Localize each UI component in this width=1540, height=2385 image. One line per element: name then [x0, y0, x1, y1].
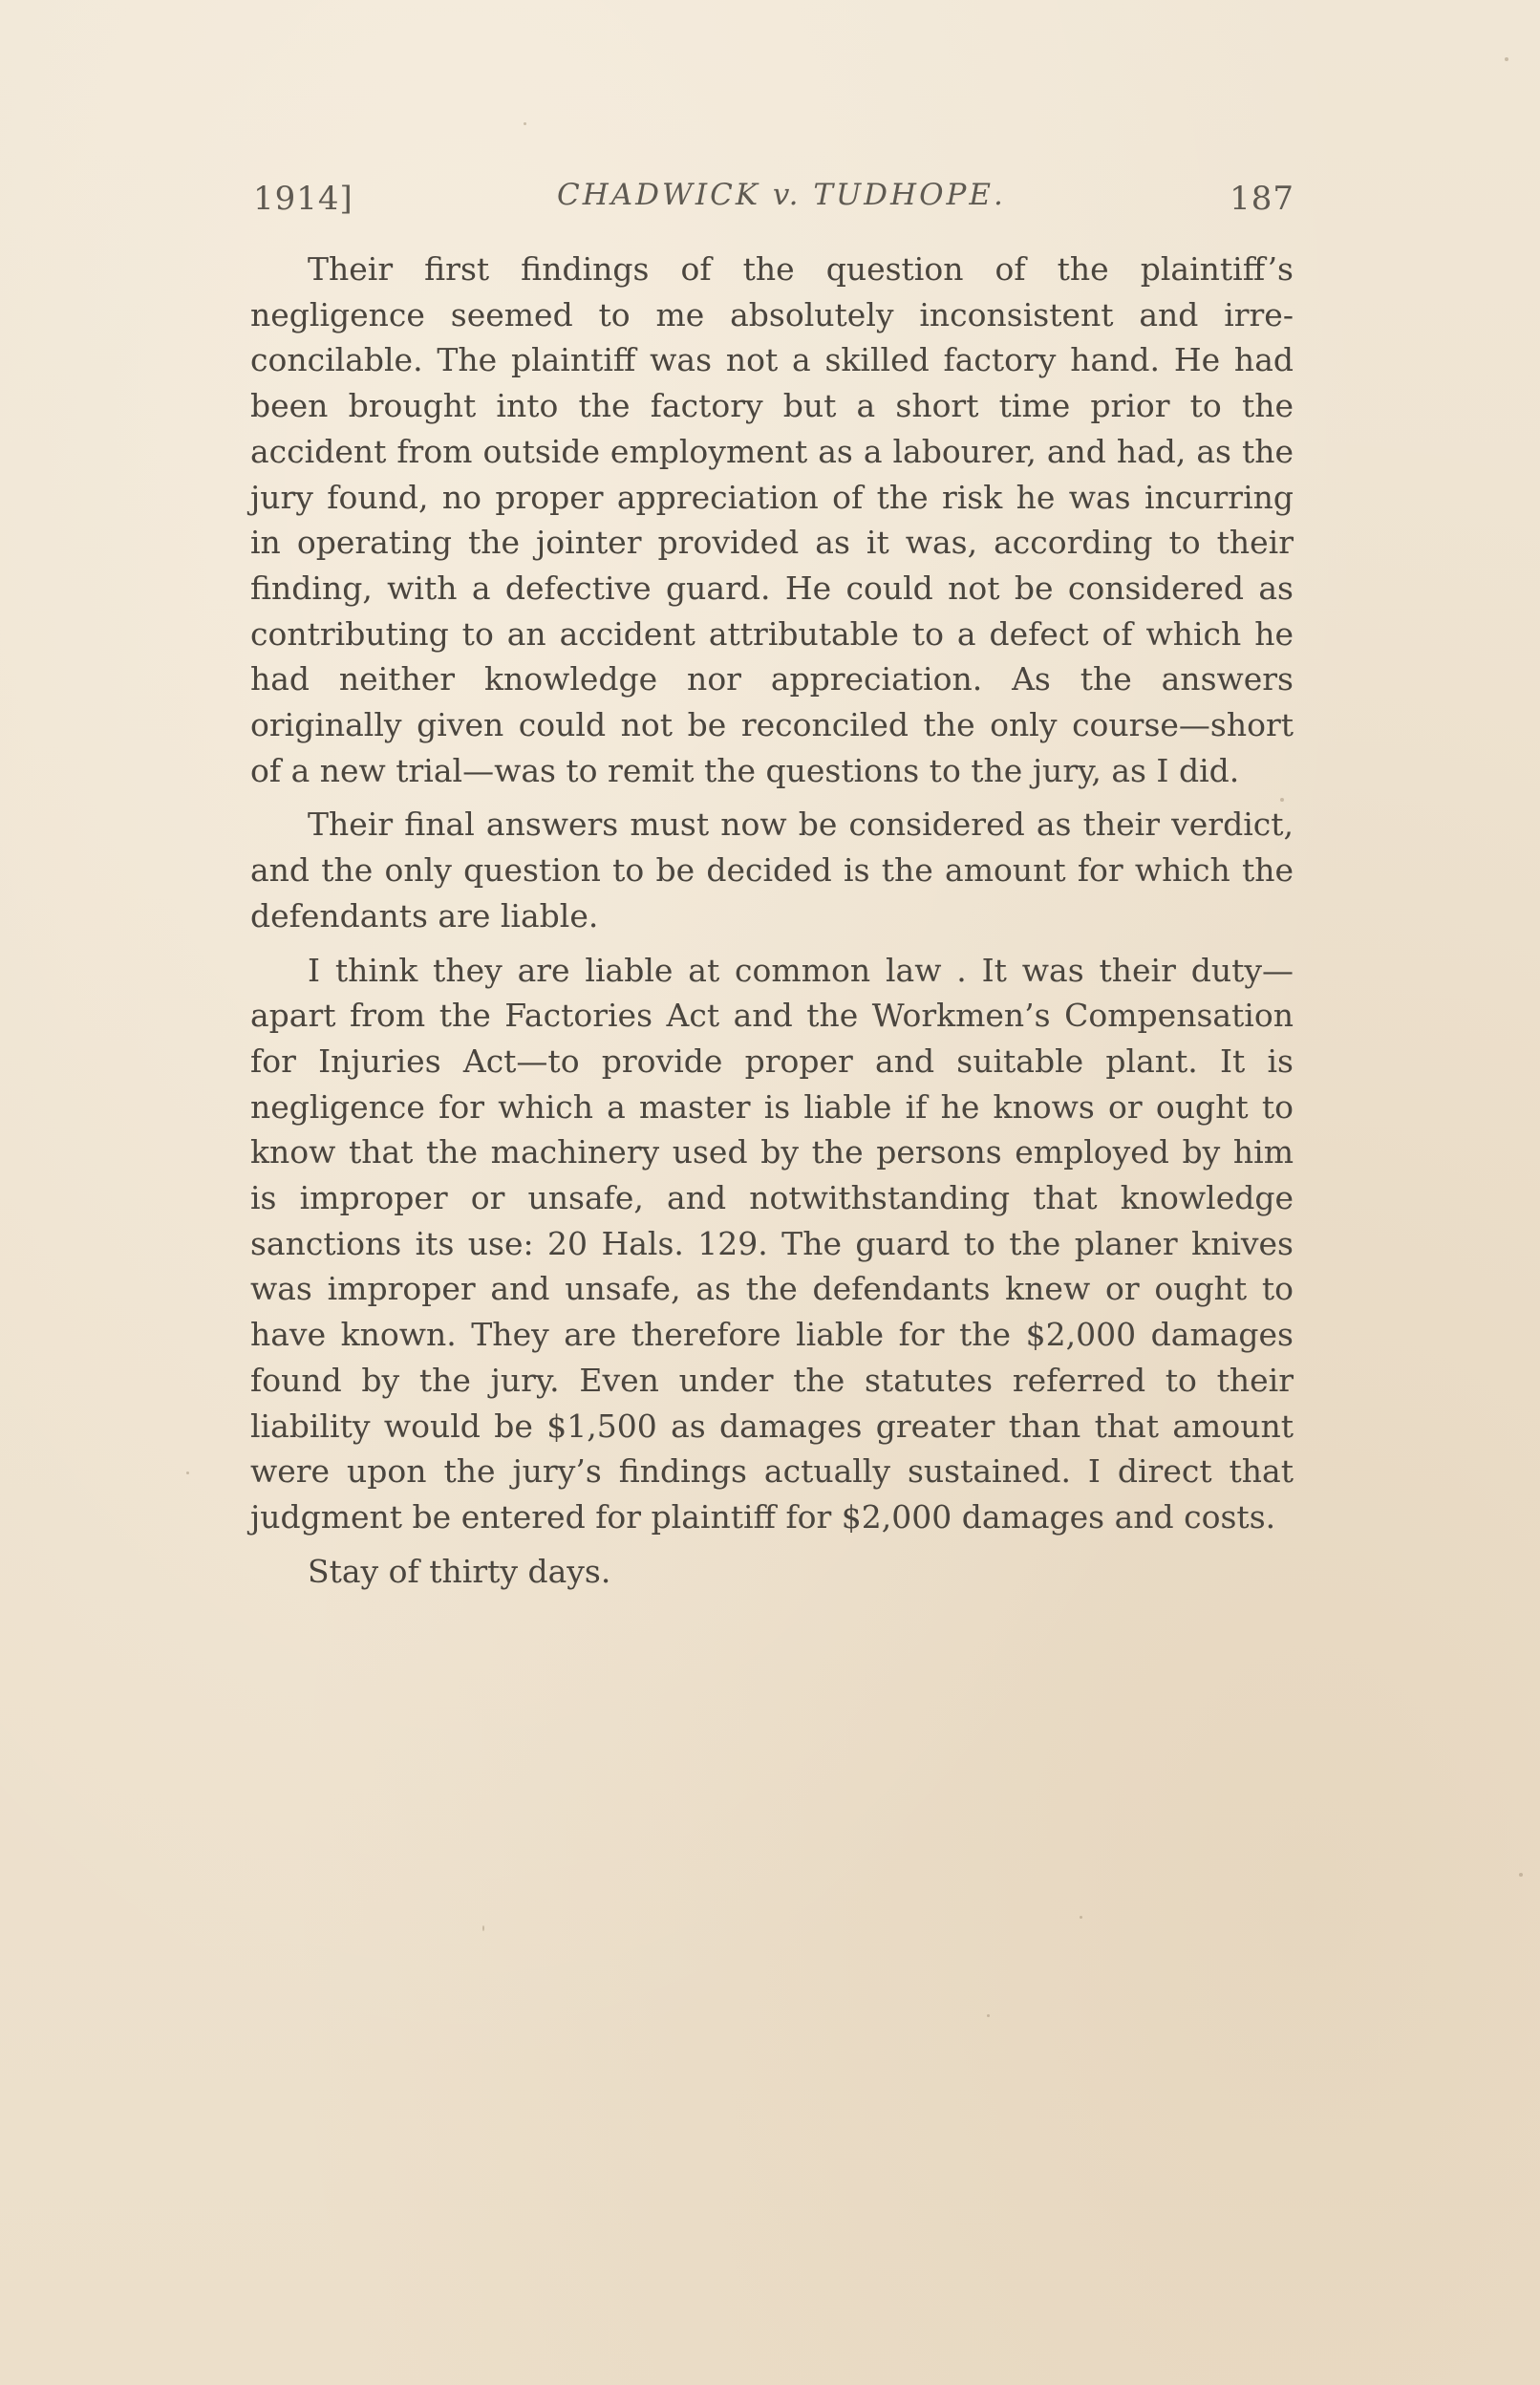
paper-speck [186, 1472, 189, 1474]
paper-speck [1505, 57, 1508, 61]
paragraph: I think they are liable at common law . It was their duty—apart from the Factories Act and the Workmen’s Compensation for Injuries Act—to provide proper and suitable plant. It is negligence for which a master is liable if he knows or ought to know that the machinery used by the persons employed by him is improper or unsafe, and notwithstanding that knowledge sanctions its use: 20 Hals. 129. The guard to the planer knives was improper and unsafe, as the defendants knew or ought to have known. They are therefore liable for the $2,000 damages found by the jury. Even under the statutes referred to their liability would be $1,500 as damages greater than that amount were upon the jury’s findings actually sustained. I direct that judgment be entered for plaintiff for $2,000 damages and costs. [250, 951, 1294, 1536]
paper-speck [482, 1925, 484, 1931]
paragraph: Their first findings of the question of the plaintiff’s negligence seemed to me absolutely inconsistent and irreconcilable. The plaintiff was not a skilled factory hand. He had been brought into the factory but a short time prior to the accident from outside employment as a labourer, and had, as the jury found, no proper appreciation of the risk he was incurring in operating the jointer provided as it was, according to their finding, with a defective guard. He could not be considered as contributing to an accident attributable to a defect of which he had neither knowledge nor appreciation. As the answers originally given could not be reconciled the only course—short of a new trial—was to remit the questions to the jury, as I did. [250, 250, 1294, 789]
paragraph: Stay of thirty days. [308, 1552, 611, 1590]
page-number: 187 [1230, 180, 1294, 218]
paper-speck [987, 2014, 990, 2017]
paper-speck [524, 122, 526, 125]
body-text [250, 247, 1294, 1602]
running-head-title: CHADWICK v. TUDHOPE. [557, 178, 1006, 212]
paper-speck [1519, 1873, 1523, 1877]
paper-speck [1080, 1916, 1082, 1919]
running-head [253, 172, 1294, 220]
running-head-year: 1914] [253, 180, 353, 218]
paragraph: Their final answers must now be considered as their verdict, and the only question to be decided is the amount for which the defendants are liable. [250, 806, 1294, 935]
